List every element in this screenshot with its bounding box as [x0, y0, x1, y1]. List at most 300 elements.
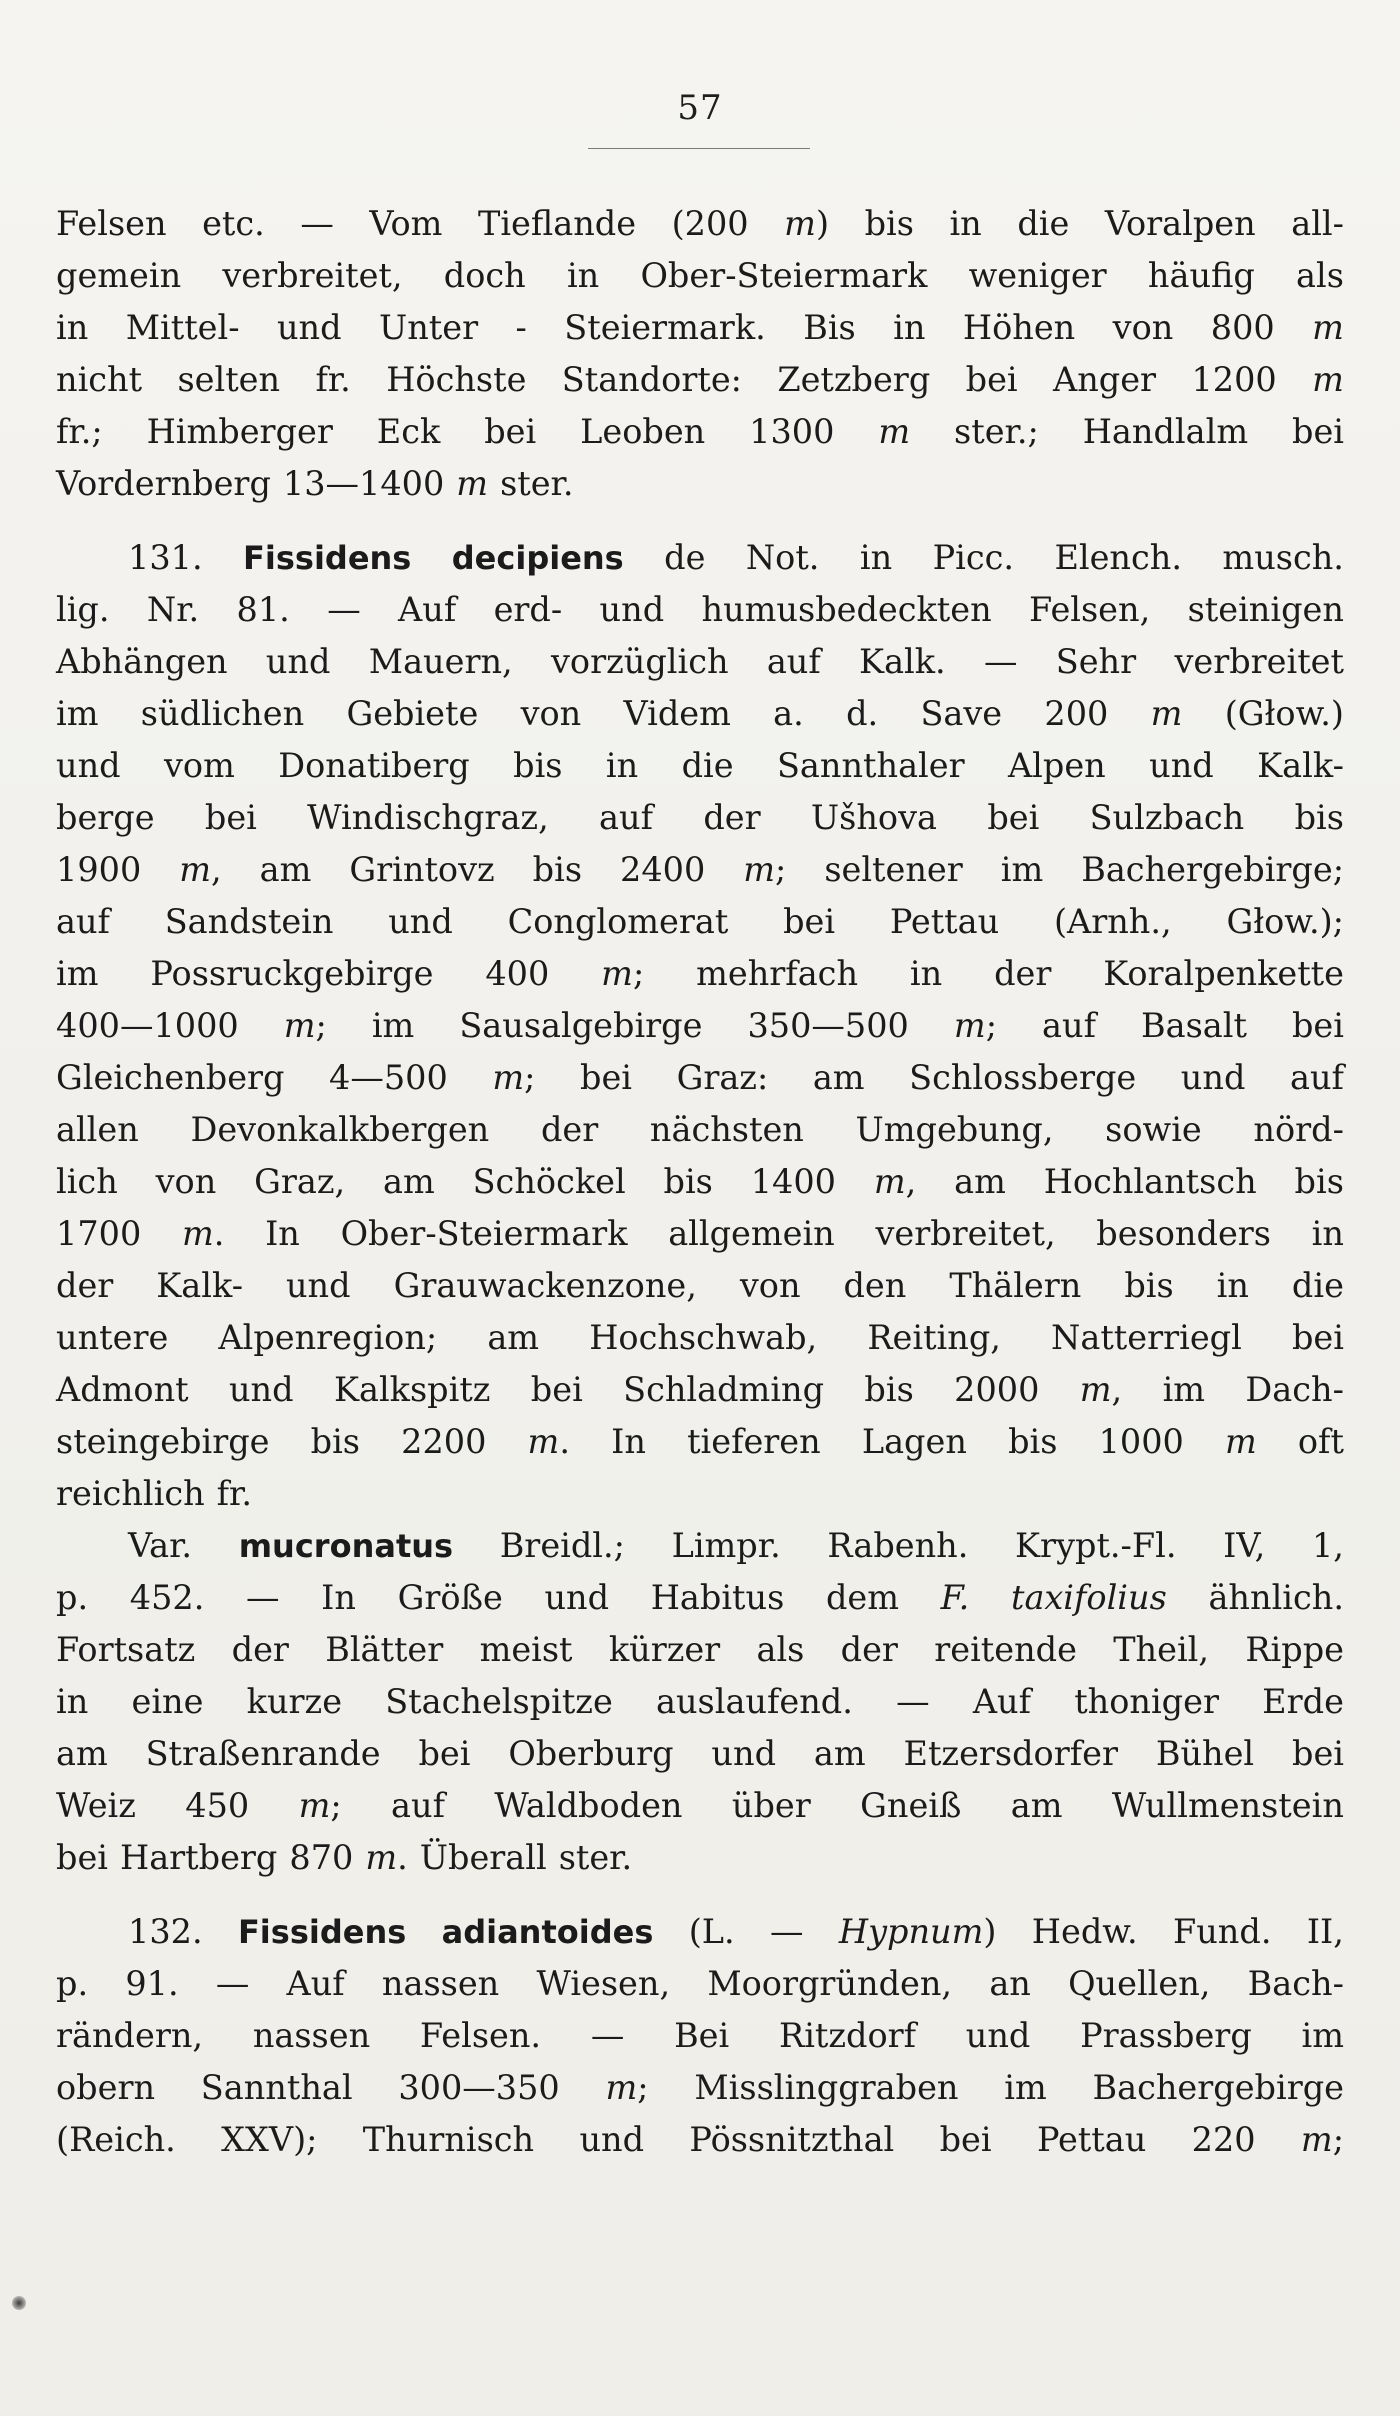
- word: bis: [532, 850, 583, 889]
- text-line: [56, 2114, 1344, 2166]
- word: dem: [825, 1578, 899, 1617]
- word: Ritzdorf: [778, 2016, 917, 2055]
- word: etc.: [202, 204, 265, 243]
- word: Alpen: [1007, 746, 1106, 785]
- word: ster.: [558, 1838, 633, 1877]
- word: 1,: [1311, 1526, 1344, 1565]
- word: decipiens: [451, 539, 624, 577]
- word: bei: [418, 1734, 471, 1773]
- word: steingebirge: [56, 1422, 270, 1461]
- word: auf: [766, 642, 821, 681]
- word: XXV);: [221, 2120, 318, 2159]
- word: 81.: [236, 590, 290, 629]
- word: nächsten: [649, 1110, 804, 1149]
- word: verbreitet,: [875, 1214, 1056, 1253]
- word: untere: [56, 1318, 169, 1357]
- word: auslaufend.: [656, 1682, 853, 1721]
- word: weniger: [968, 256, 1107, 295]
- word: Unter: [378, 308, 479, 347]
- word: die: [681, 746, 734, 785]
- word: sowie: [1105, 1110, 1202, 1149]
- word: allgemein: [668, 1214, 835, 1253]
- word: de: [664, 538, 706, 577]
- word: Thälern: [949, 1266, 1082, 1305]
- text-line: [56, 636, 1344, 688]
- word: 220: [1191, 2120, 1256, 2159]
- word: fr.: [315, 360, 351, 399]
- word: 350—500: [747, 1006, 909, 1045]
- word: Vom: [369, 204, 443, 243]
- word: Schladming: [623, 1370, 825, 1409]
- word: Umgebung,: [855, 1110, 1054, 1149]
- word: Ušhova: [810, 798, 937, 837]
- word: Sannthal: [200, 2068, 353, 2107]
- word: Vordernberg: [56, 464, 271, 503]
- word: Standorte:: [561, 360, 742, 399]
- word: bis: [513, 746, 563, 785]
- word: bis: [1124, 1266, 1174, 1305]
- word: im: [56, 694, 99, 733]
- word: nörd-: [1253, 1110, 1344, 1149]
- word: —: [246, 1578, 280, 1617]
- word: verbreitet,: [222, 256, 403, 295]
- word: 2200: [401, 1422, 487, 1461]
- word: Misslinggraben: [694, 2068, 959, 2107]
- word: und: [388, 902, 453, 941]
- word: Sandstein: [164, 902, 334, 941]
- word: Eck: [376, 412, 441, 451]
- word: Lagen: [861, 1422, 967, 1461]
- word: Donatiberg: [278, 746, 470, 785]
- word: Quellen,: [1068, 1964, 1211, 2003]
- word: am: [813, 1734, 866, 1773]
- word: bei: [987, 798, 1040, 837]
- word: Admont: [56, 1370, 189, 1409]
- word: steinigen: [1187, 590, 1344, 629]
- word: in: [56, 1682, 89, 1721]
- word: m: [1312, 360, 1344, 399]
- word: Windischgraz,: [307, 798, 549, 837]
- word: m.: [365, 1838, 408, 1877]
- text-line: [56, 1780, 1344, 1832]
- word: In: [265, 1214, 300, 1253]
- word: bei: [484, 412, 537, 451]
- word: auf: [1042, 1006, 1096, 1045]
- word: In: [611, 1422, 646, 1461]
- word: Conglomerat: [507, 902, 729, 941]
- word: m;: [298, 1786, 342, 1825]
- word: am: [259, 850, 312, 889]
- word: die: [1291, 1266, 1344, 1305]
- text-line: [56, 2010, 1344, 2062]
- word: meist: [479, 1630, 573, 1669]
- word: m;: [283, 1006, 327, 1045]
- text-line: [56, 2062, 1344, 2114]
- word: taxifolius: [1010, 1578, 1167, 1617]
- word: II,: [1306, 1912, 1344, 1951]
- word: in: [1311, 1214, 1344, 1253]
- text-line: [56, 1156, 1344, 1208]
- word: m,: [179, 850, 222, 889]
- word: Graz:: [676, 1058, 769, 1097]
- word: Weiz: [56, 1786, 136, 1825]
- word: der: [56, 1266, 114, 1305]
- word: Zetzberg: [777, 360, 931, 399]
- word: Alpenregion;: [218, 1318, 438, 1357]
- word: an: [989, 1964, 1031, 2003]
- word: bei: [939, 2120, 992, 2159]
- word: der: [231, 1630, 289, 1669]
- word: thoniger: [1074, 1682, 1219, 1721]
- word: bei: [204, 798, 257, 837]
- word: Höchste: [386, 360, 527, 399]
- word: bis: [864, 204, 914, 243]
- word: Devonkalkbergen: [190, 1110, 490, 1149]
- word: tieferen: [687, 1422, 821, 1461]
- word: in: [56, 308, 89, 347]
- word: bis: [1294, 1162, 1344, 1201]
- word: m: [456, 464, 489, 503]
- word: am: [1010, 1786, 1063, 1825]
- word: 2400: [620, 850, 706, 889]
- word: 1900: [56, 850, 142, 889]
- word: Possruckgebirge: [150, 954, 434, 993]
- word: Gneiß: [860, 1786, 962, 1825]
- word: m;: [743, 850, 787, 889]
- word: fr.: [216, 1474, 253, 1513]
- word: Grauwackenzone,: [393, 1266, 697, 1305]
- text-line: [56, 1728, 1344, 1780]
- word: m,: [1079, 1370, 1123, 1409]
- header-rule: [588, 148, 810, 149]
- word: die: [1017, 204, 1070, 243]
- word: 91.: [125, 1964, 179, 2003]
- word: südlichen: [140, 694, 305, 733]
- word: 132.: [128, 1912, 203, 1951]
- word: -: [515, 308, 527, 347]
- word: Schöckel: [472, 1162, 626, 1201]
- word: Krypt.-Fl.: [1015, 1526, 1177, 1565]
- word: 4—500: [329, 1058, 448, 1097]
- word: Kalk-: [1257, 746, 1344, 785]
- word: m.: [527, 1422, 570, 1461]
- word: Etzersdorfer: [903, 1734, 1118, 1773]
- word: (Arnh.,: [1053, 902, 1172, 941]
- word: bis: [663, 1162, 713, 1201]
- word: gemein: [56, 256, 182, 295]
- word: Fortsatz: [56, 1630, 196, 1669]
- word: 131.: [128, 538, 203, 577]
- word: im: [1000, 850, 1044, 889]
- text-line: [56, 1312, 1344, 1364]
- word: Grintovz: [349, 850, 495, 889]
- word: in: [909, 954, 943, 993]
- text-line: [56, 1468, 1344, 1520]
- word: —: [300, 204, 334, 243]
- word: Erde: [1262, 1682, 1344, 1721]
- text-line: [56, 406, 1344, 458]
- word: Thurnisch: [362, 2120, 535, 2159]
- word: Habitus: [650, 1578, 785, 1617]
- word: Not.: [745, 538, 820, 577]
- word: Bachergebirge: [1092, 2068, 1344, 2107]
- text-line: [56, 1906, 1344, 1958]
- text-line: [56, 1624, 1344, 1676]
- word: Handlalm: [1082, 412, 1249, 451]
- word: doch: [443, 256, 526, 295]
- word: Mauern,: [368, 642, 513, 681]
- word: und: [711, 1734, 777, 1773]
- text-line: [56, 1416, 1344, 1468]
- word: Hochschwab,: [589, 1318, 818, 1357]
- word: m.: [181, 1214, 225, 1253]
- word: berge: [56, 798, 155, 837]
- word: Straßenrande: [145, 1734, 381, 1773]
- word: m: [1312, 308, 1344, 347]
- word: m,: [873, 1162, 917, 1201]
- word: Głow.);: [1226, 902, 1344, 941]
- word: m;: [953, 1006, 997, 1045]
- word: 450: [185, 1786, 250, 1825]
- word: p.: [56, 1964, 89, 2003]
- word: Ober-Steiermark: [640, 256, 928, 295]
- text-line: [56, 354, 1344, 406]
- text-line: [56, 1572, 1344, 1624]
- word: Breidl.;: [499, 1526, 625, 1565]
- word: Felsen.: [419, 2016, 542, 2055]
- word: m;: [601, 954, 645, 993]
- word: humusbedeckten: [701, 590, 992, 629]
- word: bis: [1294, 798, 1344, 837]
- word: (L.: [688, 1912, 735, 1951]
- word: Ober-Steiermark: [340, 1214, 628, 1253]
- word: Wullmenstein: [1111, 1786, 1344, 1825]
- word: eine: [131, 1682, 204, 1721]
- word: Oberburg: [508, 1734, 674, 1773]
- word: bis: [864, 1370, 914, 1409]
- word: auf: [391, 1786, 445, 1825]
- word: Sulzbach: [1089, 798, 1245, 837]
- word: —: [984, 642, 1018, 681]
- word: Limpr.: [671, 1526, 781, 1565]
- word: Bei: [674, 2016, 730, 2055]
- word: p.: [56, 1578, 89, 1617]
- word: obern: [56, 2068, 156, 2107]
- word: am: [383, 1162, 435, 1201]
- word: bei: [1292, 412, 1344, 451]
- word: Überall: [419, 1838, 547, 1877]
- word: am: [954, 1162, 1006, 1201]
- word: In: [321, 1578, 356, 1617]
- word: und: [56, 746, 121, 785]
- word: (200: [671, 204, 749, 243]
- text-line: [56, 1000, 1344, 1052]
- word: mucronatus: [238, 1527, 454, 1565]
- word: m: [1224, 1422, 1257, 1461]
- word: vom: [164, 746, 235, 785]
- word: am: [812, 1058, 865, 1097]
- word: Koralpenkette: [1103, 954, 1344, 993]
- word: Stachelspitze: [385, 1682, 613, 1721]
- word: m;: [1300, 2120, 1344, 2159]
- word: über: [731, 1786, 811, 1825]
- word: m;: [605, 2068, 649, 2107]
- word: Kalkspitz: [333, 1370, 491, 1409]
- word: Voralpen: [1104, 204, 1256, 243]
- word: am: [56, 1734, 108, 1773]
- word: auf: [56, 902, 110, 941]
- word: Bühel: [1155, 1734, 1255, 1773]
- word: m): [784, 204, 830, 243]
- word: Fund.: [1172, 1912, 1272, 1951]
- text-line: [56, 302, 1344, 354]
- word: erd-: [493, 590, 563, 629]
- word: und: [1180, 1058, 1246, 1097]
- word: Prassberg: [1080, 2016, 1252, 2055]
- word: musch.: [1222, 538, 1344, 577]
- word: Felsen,: [1029, 590, 1151, 629]
- word: als: [756, 1630, 805, 1669]
- word: Fissidens: [237, 1913, 407, 1951]
- word: und: [1149, 746, 1214, 785]
- word: Natterriegl: [1051, 1318, 1242, 1357]
- word: im: [1004, 2068, 1047, 2107]
- word: Anger: [1053, 360, 1157, 399]
- word: m: [1150, 694, 1183, 733]
- word: als: [1296, 256, 1344, 295]
- word: und: [285, 1266, 351, 1305]
- text-line: [56, 844, 1344, 896]
- word: Fissidens: [243, 539, 412, 577]
- word: nassen: [381, 1964, 500, 2003]
- word: bis: [310, 1422, 360, 1461]
- text-line: [56, 1832, 1344, 1884]
- word: Pettau: [1036, 2120, 1147, 2159]
- text-line: [56, 458, 1344, 510]
- word: in: [605, 746, 639, 785]
- word: Videm: [623, 694, 731, 733]
- word: Sehr: [1055, 642, 1137, 681]
- word: —: [896, 1682, 930, 1721]
- word: Bis: [803, 308, 856, 347]
- word: m;: [492, 1058, 536, 1097]
- word: 1700: [56, 1214, 142, 1253]
- word: Mittel-: [125, 308, 240, 347]
- text-line: [56, 1104, 1344, 1156]
- word: all-: [1291, 204, 1344, 243]
- word: 870: [289, 1838, 354, 1877]
- word: bei: [56, 1838, 108, 1877]
- word: kürzer: [608, 1630, 721, 1669]
- word: mehrfach: [696, 954, 859, 993]
- word: Theil,: [1113, 1630, 1210, 1669]
- word: a.: [773, 694, 804, 733]
- word: besonders: [1096, 1214, 1271, 1253]
- word: Leoben: [580, 412, 706, 451]
- body-text: [56, 198, 1344, 2166]
- word: Hedw.: [1031, 1912, 1138, 1951]
- text-line: [56, 688, 1344, 740]
- word: Gebiete: [346, 694, 479, 733]
- word: der: [703, 798, 761, 837]
- word: —: [215, 1964, 250, 2003]
- word: Felsen: [56, 204, 167, 243]
- word: bei: [1291, 1006, 1344, 1045]
- word: Kalk.: [859, 642, 946, 681]
- text-line: [56, 198, 1344, 250]
- word: nassen: [252, 2016, 371, 2055]
- word: Pössnitzthal: [689, 2120, 895, 2159]
- text-line: [56, 792, 1344, 844]
- word: Auf: [286, 1964, 345, 2003]
- text-line: [56, 948, 1344, 1000]
- word: reichlich: [56, 1474, 205, 1513]
- word: bei: [1292, 1734, 1344, 1773]
- text-line: [56, 1958, 1344, 2010]
- word: den: [843, 1266, 907, 1305]
- word: der: [840, 1630, 898, 1669]
- word: Kalk-: [156, 1266, 244, 1305]
- word: der: [540, 1110, 599, 1149]
- word: Rippe: [1245, 1630, 1344, 1669]
- text-line: [56, 1520, 1344, 1572]
- text-line: [56, 532, 1344, 584]
- word: ster.: [500, 464, 574, 503]
- word: Dach-: [1245, 1370, 1344, 1409]
- word: der: [994, 954, 1052, 993]
- word: Höhen: [962, 308, 1076, 347]
- word: im: [371, 1006, 415, 1045]
- word: Hypnum): [838, 1912, 997, 1951]
- word: F.: [940, 1578, 970, 1617]
- word: in: [893, 308, 926, 347]
- word: in: [949, 204, 982, 243]
- word: adiantoides: [441, 1913, 654, 1951]
- word: im: [56, 954, 99, 993]
- text-line: [56, 250, 1344, 302]
- word: bei: [530, 1370, 583, 1409]
- text-line: [56, 896, 1344, 948]
- word: lich: [56, 1162, 118, 1201]
- word: Pettau: [889, 902, 1000, 941]
- word: bei: [1291, 1318, 1344, 1357]
- word: Steiermark.: [564, 308, 766, 347]
- word: Abhängen: [56, 642, 228, 681]
- text-line: [56, 1260, 1344, 1312]
- word: auf: [599, 798, 653, 837]
- word: seltener: [824, 850, 963, 889]
- word: nicht: [56, 360, 143, 399]
- word: von: [1112, 308, 1174, 347]
- word: Picc.: [932, 538, 1015, 577]
- word: 1000: [1098, 1422, 1184, 1461]
- word: und: [544, 1578, 610, 1617]
- word: 200: [1044, 694, 1109, 733]
- ink-stain: [12, 2296, 26, 2310]
- word: 400—1000: [56, 1006, 239, 1045]
- word: 300—350: [398, 2068, 560, 2107]
- text-line: [56, 740, 1344, 792]
- word: bei: [783, 902, 836, 941]
- word: Reiting,: [867, 1318, 1001, 1357]
- word: IV,: [1223, 1526, 1266, 1565]
- word: Moorgründen,: [707, 1964, 953, 2003]
- paragraph-gap: [56, 1884, 1344, 1906]
- word: (Głow.): [1224, 694, 1344, 733]
- word: und: [265, 642, 331, 681]
- word: 13—1400: [282, 464, 445, 503]
- word: m: [878, 412, 911, 451]
